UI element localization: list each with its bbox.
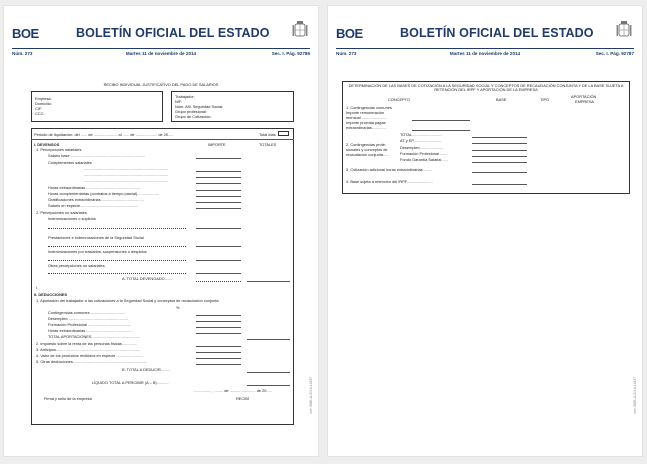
row1-mensual: mensual ....................... [346,115,387,120]
issue-meta [336,51,634,59]
header-rule [12,48,310,49]
empresa-label: Empresa: [35,96,52,101]
anticipos: 3. Anticipos.............................................................................. [36,347,141,352]
desempleo: Desempleo ....................................................... [48,316,129,321]
importe-line [196,158,241,159]
document-page-1 [3,5,319,457]
nif-label: NIF: [175,99,183,104]
base-line [472,143,527,144]
total-dias-box [278,131,289,136]
complemento-line-3: .............................................................................. [84,178,169,183]
devengos-title: I. DEVENGOS [34,142,60,147]
base-line [412,120,470,121]
prestaciones-ss: Prestaciones e indemnizaciones de la Seguridad Social [48,235,144,240]
importe-line [196,171,241,172]
fecha-linea: ................ , ........ de ........................ de 20..... [194,388,272,393]
valor-especie: 4. Valor de los productos recibidos en especie ......................... [36,353,144,358]
base-line [472,162,527,163]
importe-line [196,333,241,334]
deducciones-title: II. DEDUCCIONES [34,292,68,297]
empresa-box [31,91,163,122]
row2-at-ep: AT y EP.......................... [400,138,442,143]
base-line [472,184,527,185]
dotted-line [48,260,186,261]
horas-extraordinarias: Horas extraordinarias .................................................. [48,185,141,190]
boe-logo: BOE [336,26,363,41]
total-dias-label: Total días [259,132,276,137]
importe-line [196,358,241,359]
importe-line [196,177,241,178]
importe-line [196,352,241,353]
col-totales: TOTALES [259,142,277,147]
total-aportaciones: TOTAL APORTACIONES............................................. [48,334,141,339]
row1-extraordinarias: extraordinarias............. [346,125,386,130]
roman-divider: I. [36,285,39,290]
importe-line [196,346,241,347]
irpf: 2. Impuesto sobre la renta de las personas físicas.............. [36,341,137,346]
periodo-divider [31,139,294,140]
importe-line [196,321,241,322]
totales-line [247,372,290,373]
aportacion-trabajador: 1. Aportación del trabajador a las cotizaciones a la Seguridad Social y conceptos de recaudación conjunta [36,298,219,303]
col-base: BASE [496,97,507,102]
importe-line [196,228,241,229]
row1-total: TOTAL............................ [400,132,443,137]
firma-empresa: Firma y sello de la empresa [44,396,92,401]
otras-percepciones: Otras percepciones no salariales [48,263,105,268]
issue-date: Martes 11 de noviembre de 2014 [449,51,521,56]
liquido-total: LÍQUIDO TOTAL A PERCIBIR (A – B)........... [92,380,169,385]
row4-base-irpf: 4. Base sujeta a retención del IRPF........................ [346,179,433,184]
trabajador-box [171,91,294,122]
afiliacion-label: Núm. Afil. Seguridad Social: [175,104,224,109]
col-aportacion-1: APORTACIÓN [571,94,597,99]
cve-code: cve: BOE-A-2014-11637 [633,377,637,414]
issue-meta [12,51,310,59]
row1-title: 1. Contingencias comunes [346,105,392,110]
base-line [472,137,527,138]
domicilio-label: Domicilio: [35,101,52,106]
importe-line [196,327,241,328]
trabajador-label: Trabajador: [175,94,195,99]
document-page-2 [327,5,643,457]
importe-line [196,183,241,184]
col-tipo: TIPO [540,97,550,102]
page-header [12,20,310,46]
totales-line [247,339,290,340]
horas-complementarias: Horas complementarias (contratos a tiempo parcial).................... [48,191,159,196]
dotted-line [196,281,241,282]
total-deducir: B. TOTAL A DEDUCIR......... [122,367,171,372]
page-header [336,20,634,46]
importe-line [196,273,241,274]
totales-line [247,281,290,282]
col-concepto: CONCEPTO [388,97,410,102]
contingencias-comunes: Contingencias comunes ................................ [48,310,126,315]
cif-label: CIF: [35,106,43,111]
table-title: DETERMINACIÓN DE LAS BASES DE COTIZACIÓN A LA SEGURIDAD SOCIAL Y CONCEPTOS DE RECAUDACIÓN CONJUNTA Y DE LA BASE SUJETA A RETENCIÓN DEL IRPF Y APORTACIÓN DE LA EMPRESA [348,83,624,93]
importe-line [196,246,241,247]
col-aportacion-2: EMPRESA [575,99,595,104]
header-rule [336,48,634,49]
row2-fondo-garantia: Fondo Garantía Salarial ..... [400,157,448,162]
importe-line [196,202,241,203]
grupo-cotizacion-label: Grupo de Cotización: [175,114,212,119]
row2-title-b: sionales y conceptos de [346,147,388,152]
ccc-label: CCC: [35,111,45,116]
col-importe: IMPORTE [208,142,226,147]
dotted-line [48,246,186,247]
formacion-profesional: Formación Profesional ........................................ [48,322,132,327]
importe-line [196,196,241,197]
importe-line [196,260,241,261]
gratificaciones: Gratificaciones extraordinarias........................................ [48,197,144,202]
row1-importe: Importe remuneración [346,110,385,115]
issue-date: Martes 11 de noviembre de 2014 [125,51,197,56]
complemento-line-2: .............................................................................. [84,172,169,177]
totales-line [247,385,290,386]
coat-of-arms-icon [616,20,632,40]
grupo-profesional-label: Grupo profesional: [175,109,208,114]
dotted-line [48,273,186,274]
gazette-title: BOLETÍN OFICIAL DEL ESTADO [76,26,270,40]
row2-title-c: recaudación conjunta...... [346,152,390,157]
complemento-line-1: .............................................................................. [84,166,169,171]
coat-of-arms-icon [292,20,308,40]
row2-desempleo: Desempleo...................... [400,145,444,150]
issue-number: Núm. 273 [336,51,357,56]
salario-especie: Salario en especie...................................................... [48,203,139,208]
importe-line [196,364,241,365]
indemnizaciones-traslados: Indemnizaciones por traslados, suspensiones o despidos [48,249,147,254]
importe-line [196,315,241,316]
receipt-title: RECIBO INDIVIDUAL JUSTIFICATIVO DEL PAGO DE SALARIOS [103,82,219,87]
importe-line [196,208,241,209]
complementos-salariales: Complementos salariales [48,160,92,165]
percepciones-no-salariales: 2. Percepciones no salariales [36,210,87,215]
base-line [412,130,470,131]
percent-label: % [176,305,180,310]
importe-line [196,190,241,191]
total-devengado: A. TOTAL DEVENGADO........ [122,276,174,281]
recibi: RECIBÍ [236,396,249,401]
section-page: Sec. I. Pág. 92786 [271,51,310,56]
boe-logo: BOE [12,26,39,41]
dotted-line [48,228,186,229]
periodo-liquidacion: Periodo de liquidación: del ...... de ...................... al ...... de .................... de 20..... [34,132,174,137]
base-line [472,156,527,157]
row1-prorrata: Importe prorrata pagas [346,120,386,125]
salario-base: Salario base ..................................................................... [48,153,146,158]
base-line [472,150,527,151]
issue-number: Núm. 273 [12,51,33,56]
base-line [472,172,527,173]
cve-code: cve: BOE-A-2014-11637 [309,377,313,414]
row2-formacion: Formación Profesional ....... [400,151,448,156]
row3-horas-extra: 3. Cotización adicional horas extraordinarias......... [346,167,433,172]
percepciones-salariales: 1. Percepciones salariales [36,147,82,152]
indemnizaciones-suplidos: Indemnizaciones o suplidos [48,216,96,221]
row2-title-a: 2. Contingencias profe- [346,142,387,147]
otras-deducciones: 5. Otras deducciones..................................................................... [36,359,148,364]
gazette-title: BOLETÍN OFICIAL DEL ESTADO [400,26,594,40]
horas-extraordinarias-ded: Horas extraordinarias .......................................... [48,328,132,333]
section-page: Sec. I. Pág. 92787 [595,51,634,56]
